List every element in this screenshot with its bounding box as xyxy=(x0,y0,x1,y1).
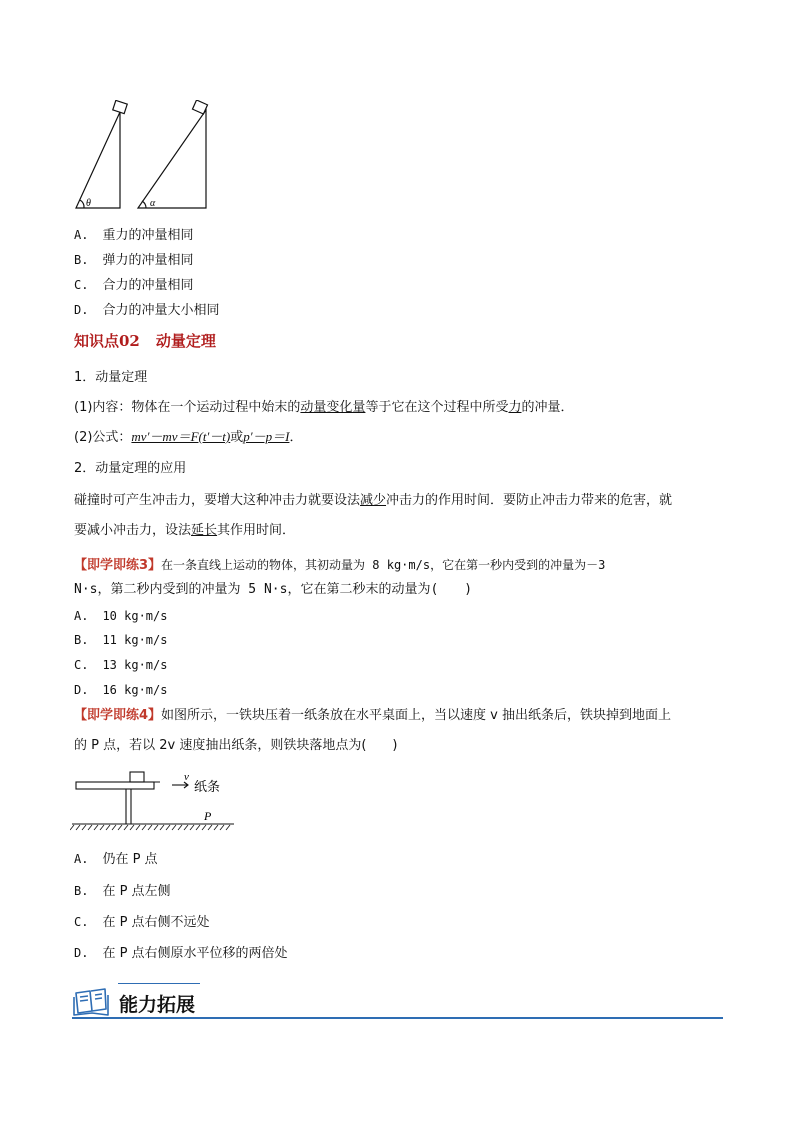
velocity-label: v xyxy=(184,771,189,783)
practice-3-line-2: N·s，第二秒内受到的冲量为 5 N·s，它在第二秒末的动量为( ) xyxy=(74,582,473,597)
text: 等于它在这个过程中所受 xyxy=(365,400,509,415)
p4-option-b xyxy=(74,882,171,901)
option-c xyxy=(74,276,193,295)
underline-text: 延长 xyxy=(191,523,218,538)
ability-title: 能力拓展 xyxy=(119,994,196,1016)
option-text: 13 kg·m/s xyxy=(102,658,168,672)
text: 或 xyxy=(230,430,244,445)
option-text: 重力的冲量相同 xyxy=(102,228,194,243)
text: 碰撞时可产生冲击力，要增大这种冲击力就要设法 xyxy=(74,493,361,508)
option-text: 11 kg·m/s xyxy=(102,633,168,647)
practice-3-line-1 xyxy=(74,556,605,575)
ability-top-rule xyxy=(118,983,200,984)
option-letter: B. xyxy=(74,253,89,267)
p4-option-a xyxy=(74,850,158,869)
point-p-label: P xyxy=(204,809,212,823)
p4-option-d xyxy=(74,944,288,963)
p3-option-b xyxy=(74,631,167,650)
option-letter: B. xyxy=(74,633,89,647)
option-letter: B. xyxy=(74,884,89,898)
option-letter: C. xyxy=(74,278,89,292)
text: ． xyxy=(289,430,303,445)
option-text: 合力的冲量相同 xyxy=(102,278,194,293)
text: (2)公式： xyxy=(74,430,132,445)
application-heading: 2．动量定理的应用 xyxy=(74,461,187,476)
practice-tag: 【即学即练4】 xyxy=(74,708,162,723)
book-icon xyxy=(72,985,112,1017)
option-letter: A. xyxy=(74,228,89,242)
incline-figure xyxy=(72,100,212,212)
underline-text: 力 xyxy=(508,400,522,415)
paper-label: 纸条 xyxy=(194,780,221,795)
option-text: 在 P 点右侧不远处 xyxy=(102,915,210,930)
table-figure xyxy=(70,768,240,834)
text: 其作用时间． xyxy=(217,523,296,538)
section-title xyxy=(74,330,216,351)
option-letter: A. xyxy=(74,852,89,866)
text: 的冲量． xyxy=(521,400,574,415)
option-text: 弹力的冲量相同 xyxy=(102,253,194,268)
text: (1)内容：物体在一个运动过程中始末的 xyxy=(74,400,301,415)
option-text: 仍在 P 点 xyxy=(102,852,158,867)
option-letter: D. xyxy=(74,946,89,960)
ability-bottom-rule xyxy=(72,1017,723,1019)
underline-text: 动量变化量 xyxy=(300,400,366,415)
option-text: 10 kg·m/s xyxy=(102,609,168,623)
option-letter: A. xyxy=(74,609,89,623)
p4-option-c xyxy=(74,913,210,932)
option-text: 在 P 点左侧 xyxy=(102,884,171,899)
angle-alpha: α xyxy=(150,198,156,209)
theorem-formula xyxy=(74,428,302,447)
theorem-heading: 1．动量定理 xyxy=(74,370,148,385)
option-text: 在 P 点右侧原水平位移的两倍处 xyxy=(102,946,288,961)
text: 要减小冲击力，设法 xyxy=(74,523,192,538)
formula-2: p′－p＝I xyxy=(243,429,290,444)
practice-4-line-1 xyxy=(74,707,671,725)
section-number: 知识点02 xyxy=(74,332,140,350)
practice-4-line-2: 的 P 点，若以 2v 速度抽出纸条，则铁块落地点为( ) xyxy=(74,738,398,753)
application-line-2 xyxy=(74,522,295,540)
option-b xyxy=(74,251,193,270)
option-text: 合力的冲量大小相同 xyxy=(102,303,220,318)
formula-1: mv′－mv＝F(t′－t) xyxy=(131,429,231,444)
p3-option-d xyxy=(74,681,167,700)
question-text: 如图所示，一铁块压着一纸条放在水平桌面上，当以速度 v 抽出纸条后，铁块掉到地面上 xyxy=(161,708,672,723)
practice-tag: 【即学即练3】 xyxy=(74,558,162,573)
option-letter: C. xyxy=(74,658,89,672)
angle-theta: θ xyxy=(86,198,91,209)
p3-option-a xyxy=(74,607,167,626)
p3-option-c xyxy=(74,656,167,675)
application-line-1 xyxy=(74,492,672,510)
question-text: 在一条直线上运动的物体，其初动量为 8 kg·m/s，它在第一秒内受到的冲量为－3 xyxy=(161,558,606,572)
option-text: 16 kg·m/s xyxy=(102,683,168,697)
option-d xyxy=(74,301,219,320)
option-letter: D. xyxy=(74,303,89,317)
underline-text: 减少 xyxy=(360,493,387,508)
option-letter: D. xyxy=(74,683,89,697)
theorem-content xyxy=(74,399,573,417)
section-name: 动量定理 xyxy=(155,332,216,350)
option-letter: C. xyxy=(74,915,89,929)
text: 冲击力的作用时间．要防止冲击力带来的危害，就 xyxy=(386,493,673,508)
option-a xyxy=(74,226,193,245)
